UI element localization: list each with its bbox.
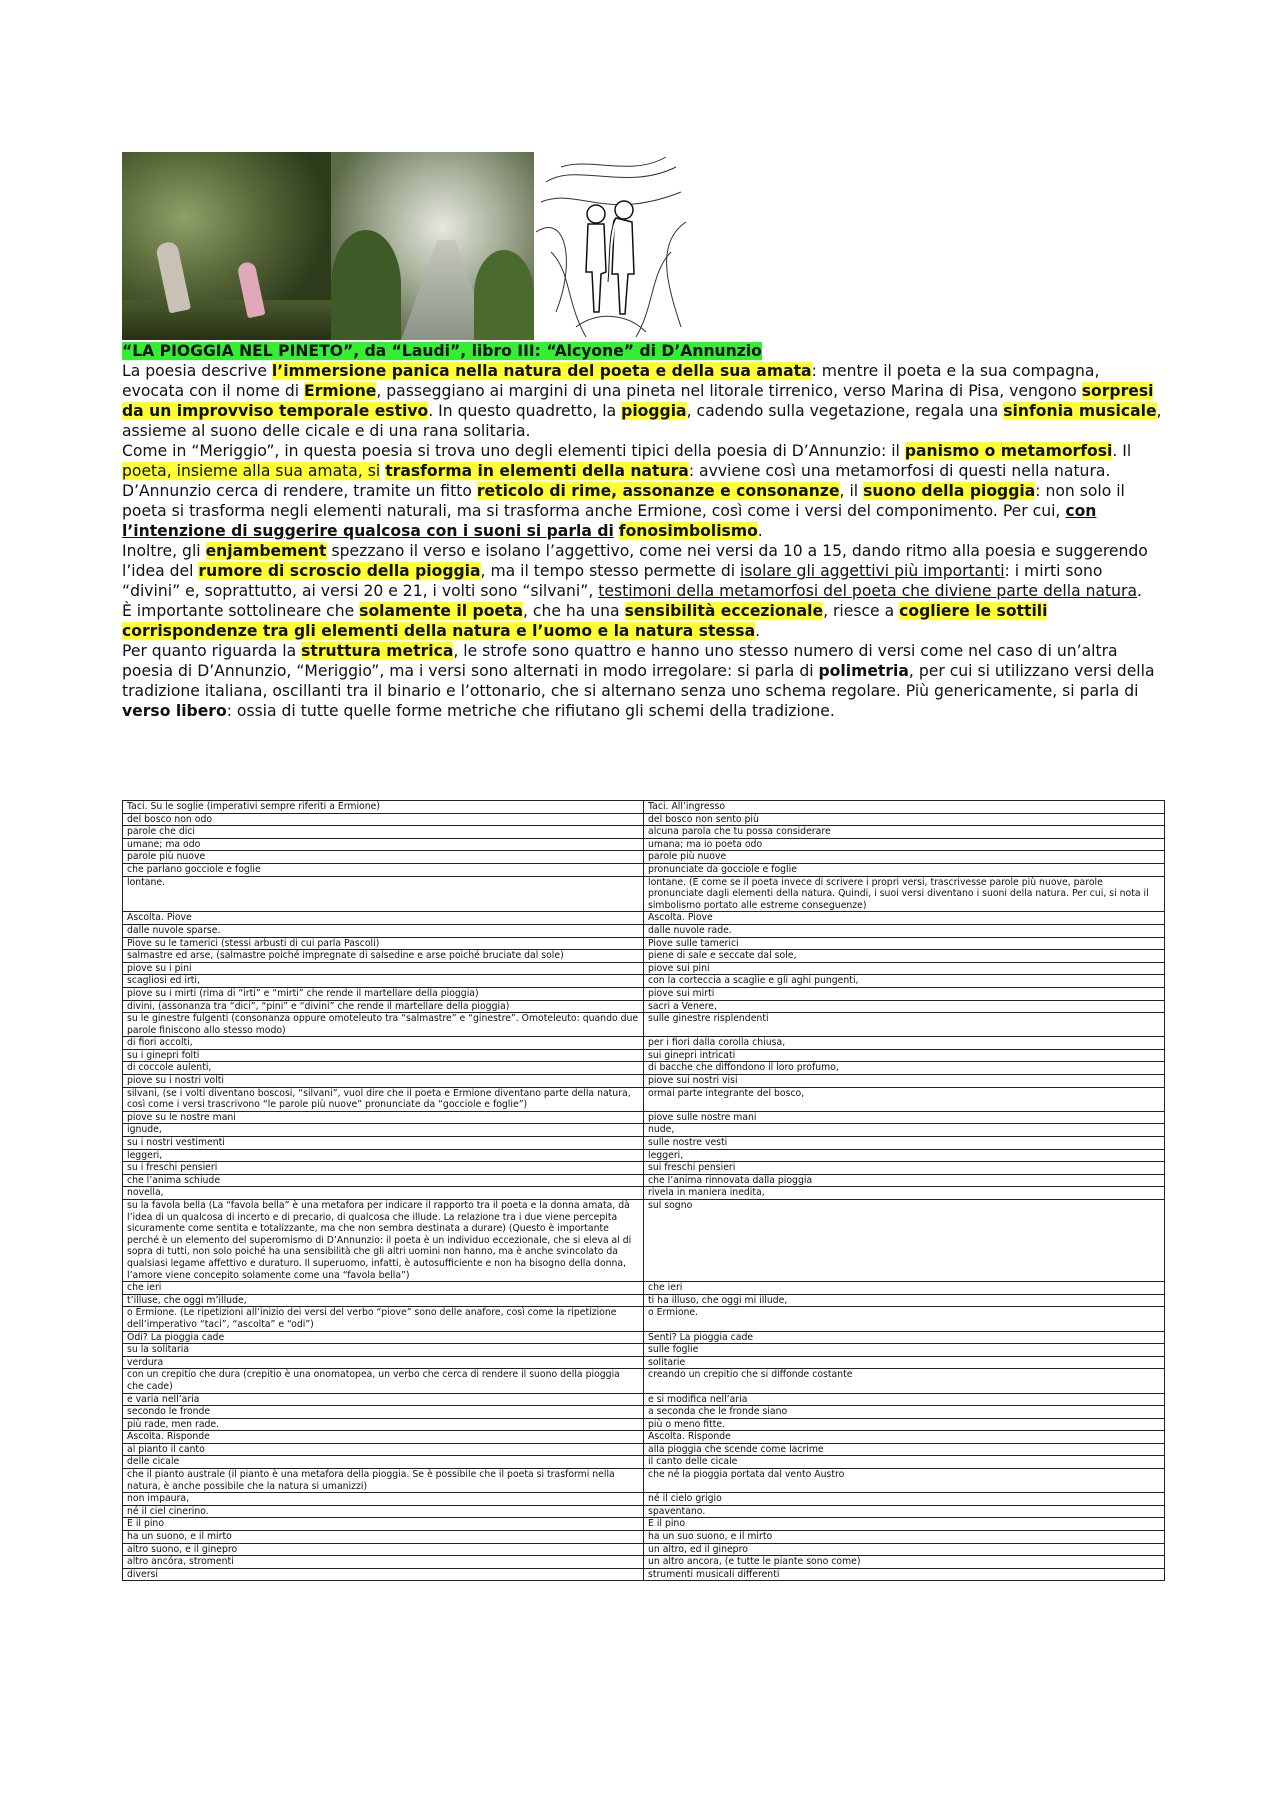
original-verse-cell: Piove su le tamerici (stessi arbusti di cui parla Pascoli) [123, 937, 644, 950]
original-verse-cell: piove su i pini [123, 962, 644, 975]
paraphrase-cell: piene di sale e seccate dal sole, [644, 950, 1165, 963]
table-row [123, 950, 1165, 963]
table-row [123, 1087, 1165, 1111]
original-verse-cell: su le ginestre fulgenti (consonanza oppure omoteleuto tra “salmastre” e “ginestre”. Omoteleuto: quando due parole finiscono allo stesso modo) [123, 1013, 644, 1037]
table-row [123, 1543, 1165, 1556]
paraphrase-cell: sui ginepri intricati [644, 1049, 1165, 1062]
original-verse-cell: che ieri [123, 1282, 644, 1295]
page-title-line [122, 341, 1162, 361]
table-row [123, 1356, 1165, 1369]
couple-walking-icon [536, 152, 686, 340]
original-verse-cell: parole che dici [123, 826, 644, 839]
paraphrase-cell: Senti? La pioggia cade [644, 1331, 1165, 1344]
original-verse-cell: e varia nell’aria [123, 1393, 644, 1406]
paraphrase-cell: che l’anima rinnovata dalla pioggia [644, 1174, 1165, 1187]
original-verse-cell: su la favola bella (La “favola bella” è una metafora per indicare il rapporto tra il poeta e la donna amata, dà l’idea di un qualcosa di incerto e di precario, di qualcosa che illude. La relazione tra i due viene percepita sicuramente come sentita e totalizzante, ma che non sembra destinata a durare) (Questo è importante perché è un elemento del superomismo di D’Annunzio: il poeta è un individuo eccezionale, che si eleva al di sopra di tutti, non solo poiché ha una sensibilità che gli altri uomini non hanno, ma è anche svincolato da qualsiasi legame affettivo e duraturo. Il superuomo, infatti, è autosufficiente e non ha bisogno della donna, l’amore viene concepito solamente come una “favola bella”) [123, 1200, 644, 1282]
table-row [123, 1075, 1165, 1088]
table-row [123, 838, 1165, 851]
paraphrase-cell: creando un crepitio che si diffonde costante [644, 1369, 1165, 1393]
original-verse-cell: non impaura, [123, 1493, 644, 1506]
paraphrase-cell: pronunciate da gocciole e foglie [644, 863, 1165, 876]
paraphrase-cell: del bosco non sento più [644, 813, 1165, 826]
original-verse-cell: secondo le fronde [123, 1406, 644, 1419]
paraphrase-cell: che né la pioggia portata dal vento Austro [644, 1469, 1165, 1493]
table-row [123, 1149, 1165, 1162]
paragraph: È importante sottolineare che solamente il poeta, che ha una sensibilità eccezionale, riesce a cogliere le sottili corrispondenze tra gli elementi della natura e l’uomo e la natura stessa. [122, 602, 1048, 640]
original-verse-cell: di coccole aulenti, [123, 1062, 644, 1075]
paraphrase-cell: e si modifica nell’aria [644, 1393, 1165, 1406]
table-row [123, 912, 1165, 925]
table-row [123, 1294, 1165, 1307]
table-row [123, 1013, 1165, 1037]
table-row [123, 937, 1165, 950]
paraphrase-cell: solitarie [644, 1356, 1165, 1369]
original-verse-cell: su la solitaria [123, 1344, 644, 1357]
paraphrase-cell: rivela in maniera inedita, [644, 1187, 1165, 1200]
table-row [123, 962, 1165, 975]
paraphrase-cell: spaventano. [644, 1505, 1165, 1518]
table-row [123, 1162, 1165, 1175]
original-verse-cell: Ascolta. Risponde [123, 1431, 644, 1444]
paraphrase-cell: umana; ma io poeta odo [644, 838, 1165, 851]
original-verse-cell: che l’anima schiude [123, 1174, 644, 1187]
table-row [123, 1037, 1165, 1050]
paraphrase-cell: né il cielo grigio [644, 1493, 1165, 1506]
paraphrase-cell: piove sui mirti [644, 987, 1165, 1000]
original-verse-cell: che il pianto australe (il pianto è una metafora della pioggia. Se è possibile che il poeta si trasformi nella natura, è anche possibile che la natura si umanizzi) [123, 1469, 644, 1493]
paraphrase-cell: a seconda che le fronde siano [644, 1406, 1165, 1419]
table-row [123, 1174, 1165, 1187]
table-row [123, 1000, 1165, 1013]
original-verse-cell: dalle nuvole sparse. [123, 924, 644, 937]
table-row [123, 863, 1165, 876]
paraphrase-cell: piove sui pini [644, 962, 1165, 975]
table-row [123, 826, 1165, 839]
paraphrase-cell: sulle ginestre risplendenti [644, 1013, 1165, 1037]
original-verse-cell: scagliosi ed irti, [123, 975, 644, 988]
table-row [123, 1531, 1165, 1544]
original-verse-cell: ignude, [123, 1124, 644, 1137]
table-row [123, 987, 1165, 1000]
paraphrase-cell: Piove sulle tamerici [644, 937, 1165, 950]
paraphrase-cell: Ascolta. Risponde [644, 1431, 1165, 1444]
forest-path-image [331, 152, 534, 340]
table-row [123, 1418, 1165, 1431]
main-text [122, 341, 1162, 721]
table-row [123, 1431, 1165, 1444]
table-row [123, 1393, 1165, 1406]
original-verse-cell: al pianto il canto [123, 1443, 644, 1456]
paragraph: Come in “Meriggio”, in questa poesia si trova uno degli elementi tipici della poesia di D’Annunzio: il panismo o metamorfosi. Il poeta, insieme alla sua amata, si trasforma in elementi della natura: avviene così una metamorfosi di questi nella natura. [122, 442, 1132, 480]
paraphrase-cell: sulle foglie [644, 1344, 1165, 1357]
table-row [123, 1493, 1165, 1506]
table-row [123, 1456, 1165, 1469]
table-row [123, 1111, 1165, 1124]
paraphrase-cell: ti ha illuso, che oggi mi illude, [644, 1294, 1165, 1307]
table-row [123, 1137, 1165, 1150]
paraphrase-cell: di bacche che diffondono il loro profumo, [644, 1062, 1165, 1075]
table-row [123, 1200, 1165, 1282]
table-row [123, 1124, 1165, 1137]
table-row [123, 1307, 1165, 1331]
paraphrase-cell: piove sulle nostre mani [644, 1111, 1165, 1124]
original-verse-cell: Taci. Su le soglie (imperativi sempre riferiti a Ermione) [123, 801, 644, 814]
paraphrase-cell: un altro ancora, (e tutte le piante sono come) [644, 1556, 1165, 1569]
original-verse-cell: del bosco non odo [123, 813, 644, 826]
table-row [123, 1344, 1165, 1357]
original-verse-cell: piove su i nostri volti [123, 1075, 644, 1088]
paraphrase-cell: sul sogno [644, 1200, 1165, 1282]
original-verse-cell: su i ginepri folti [123, 1049, 644, 1062]
table-row [123, 1049, 1165, 1062]
poem-paraphrase-table [122, 800, 1165, 1581]
table-row [123, 813, 1165, 826]
original-verse-cell: parole più nuove [123, 851, 644, 864]
table-row [123, 1505, 1165, 1518]
original-verse-cell: E il pino [123, 1518, 644, 1531]
table-row [123, 1443, 1165, 1456]
paragraph: Per quanto riguarda la struttura metrica, le strofe sono quattro e hanno uno stesso numero di versi come nel caso di un’altra poesia di D’Annunzio, “Meriggio”, ma i versi sono alternati in modo irregolare: si parla di polimetria, per cui si utilizzano versi della tradizione italiana, oscillanti tra il binario e l’ottonario, che si alternano senza uno schema regolare. Più genericamente, si parla di verso libero: ossia di tutte quelle forme metriche che rifiutano gli schemi della tradizione. [122, 642, 1155, 720]
original-verse-cell: salmastre ed arse, (salmastre poiché impregnate di salsedine e arse poiché bruciate dal sole) [123, 950, 644, 963]
paraphrase-cell: con la corteccia a scaglie e gli aghi pungenti, [644, 975, 1165, 988]
paraphrase-cell: sulle nostre vesti [644, 1137, 1165, 1150]
paraphrase-cell: il canto delle cicale [644, 1456, 1165, 1469]
paraphrase-cell: un altro, ed il ginepro [644, 1543, 1165, 1556]
paraphrase-cell: sacri a Venere, [644, 1000, 1165, 1013]
original-verse-cell: Ascolta. Piove [123, 912, 644, 925]
table-row [123, 975, 1165, 988]
painting-image [122, 152, 331, 340]
table-row [123, 801, 1165, 814]
paraphrase-cell: alla pioggia che scende come lacrime [644, 1443, 1165, 1456]
original-verse-cell: ha un suono, e il mirto [123, 1531, 644, 1544]
paraphrase-cell: che ieri [644, 1282, 1165, 1295]
original-verse-cell: su i nostri vestimenti [123, 1137, 644, 1150]
header-images [122, 152, 686, 340]
paragraph: D’Annunzio cerca di rendere, tramite un fitto reticolo di rime, assonanze e consonanze, il suono della pioggia: non solo il poeta si trasforma negli elementi naturali, ma si trasforma anche Ermione, così come i versi del componimento. Per cui, con l’intenzione di suggerire qualcosa con i suoni si parla di fonosimbolismo. [122, 482, 1125, 540]
paraphrase-cell: strumenti musicali differenti [644, 1568, 1165, 1581]
couple-drawing-image [536, 152, 686, 340]
table-row [123, 876, 1165, 912]
paraphrase-cell: alcuna parola che tu possa considerare [644, 826, 1165, 839]
original-verse-cell: altro ancóra, stromenti [123, 1556, 644, 1569]
original-verse-cell: che parlano gocciole e foglie [123, 863, 644, 876]
table-row [123, 1331, 1165, 1344]
original-verse-cell: né il ciel cinerino. [123, 1505, 644, 1518]
paraphrase-cell: nude, [644, 1124, 1165, 1137]
table-row [123, 1556, 1165, 1569]
paraphrase-cell: più o meno fitte. [644, 1418, 1165, 1431]
page-title: “LA PIOGGIA NEL PINETO”, da “Laudi”, libro III: “Alcyone” di D’Annunzio [122, 342, 762, 360]
original-verse-cell: con un crepitio che dura (crepitio è una onomatopea, un verbo che cerca di rendere il suono della pioggia che cade) [123, 1369, 644, 1393]
table-row [123, 1568, 1165, 1581]
table-row [123, 1369, 1165, 1393]
paraphrase-cell: sui freschi pensieri [644, 1162, 1165, 1175]
table-row [123, 1518, 1165, 1531]
table-row [123, 1282, 1165, 1295]
paragraph: La poesia descrive l’immersione panica nella natura del poeta e della sua amata: mentre il poeta e la sua compagna, evocata con il nome di Ermione, passeggiano ai margini di una pineta nel litorale tirrenico, verso Marina di Pisa, vengono sorpresi da un improvviso temporale estivo. In questo quadretto, la pioggia, cadendo sulla vegetazione, regala una sinfonia musicale, assieme al suono delle cicale e di una rana solitaria. [122, 362, 1162, 440]
paraphrase-cell: per i fiori dalla corolla chiusa, [644, 1037, 1165, 1050]
original-verse-cell: delle cicale [123, 1456, 644, 1469]
paraphrase-cell: o Ermione. [644, 1307, 1165, 1331]
original-verse-cell: umane; ma odo [123, 838, 644, 851]
paraphrase-cell: ha un suo suono, e il mirto [644, 1531, 1165, 1544]
paraphrase-cell: Taci. All’ingresso [644, 801, 1165, 814]
paraphrase-cell: parole più nuove [644, 851, 1165, 864]
original-verse-cell: leggeri, [123, 1149, 644, 1162]
original-verse-cell: o Ermione. (Le ripetizioni all’inizio dei versi del verbo “piove” sono delle anafore, così come la ripetizione dell’imperativo “taci”, “ascolta” e “odi”) [123, 1307, 644, 1331]
paraphrase-cell: leggeri, [644, 1149, 1165, 1162]
original-verse-cell: verdura [123, 1356, 644, 1369]
original-verse-cell: divini, (assonanza tra “dici”, “pini” e “divini” che rende il martellare della pioggia) [123, 1000, 644, 1013]
original-verse-cell: più rade, men rade. [123, 1418, 644, 1431]
paraphrase-cell: ormai parte integrante del bosco, [644, 1087, 1165, 1111]
paraphrase-cell: dalle nuvole rade. [644, 924, 1165, 937]
paraphrase-cell: E il pino [644, 1518, 1165, 1531]
original-verse-cell: piove su i mirti (rima di “irti” e “mirti” che rende il martellare della pioggia) [123, 987, 644, 1000]
original-verse-cell: su i freschi pensieri [123, 1162, 644, 1175]
original-verse-cell: silvani, (se i volti diventano boscosi, “silvani”, vuol dire che il poeta e Ermione diventano parte della natura, così come i versi trascrivono “le parole più nuove” pronunciate da “gocciole e foglie”) [123, 1087, 644, 1111]
original-verse-cell: di fiori accolti, [123, 1037, 644, 1050]
table-row [123, 1187, 1165, 1200]
table-row [123, 924, 1165, 937]
paraphrase-cell: piove sui nostri visi [644, 1075, 1165, 1088]
table-row [123, 1406, 1165, 1419]
original-verse-cell: Odi? La pioggia cade [123, 1331, 644, 1344]
original-verse-cell: piove su le nostre mani [123, 1111, 644, 1124]
original-verse-cell: novella, [123, 1187, 644, 1200]
table-row [123, 851, 1165, 864]
table-row [123, 1062, 1165, 1075]
original-verse-cell: t’illuse, che oggi m’illude, [123, 1294, 644, 1307]
original-verse-cell: diversi [123, 1568, 644, 1581]
paragraph: Inoltre, gli enjambement spezzano il verso e isolano l’aggettivo, come nei versi da 10 a 15, dando ritmo alla poesia e suggerendo l’idea del rumore di scroscio della pioggia, ma il tempo stesso permette di isolare gli aggettivi più importanti: i mirti sono “divini” e, soprattutto, ai versi 20 e 21, i volti sono “silvani”, testimoni della metamorfosi del poeta che diviene parte della natura. [122, 542, 1148, 600]
table-row [123, 1469, 1165, 1493]
paraphrase-cell: Ascolta. Piove [644, 912, 1165, 925]
paraphrase-cell: lontane. (È come se il poeta invece di scrivere i propri versi, trascrivesse parole più nuove, parole pronunciate dagli elementi della natura. Quindi, i suoi versi diventano i suoni della natura. Per cui, si nota il simbolismo portato alle estreme conseguenze) [644, 876, 1165, 912]
original-verse-cell: lontane. [123, 876, 644, 912]
original-verse-cell: altro suono, e il ginepro [123, 1543, 644, 1556]
